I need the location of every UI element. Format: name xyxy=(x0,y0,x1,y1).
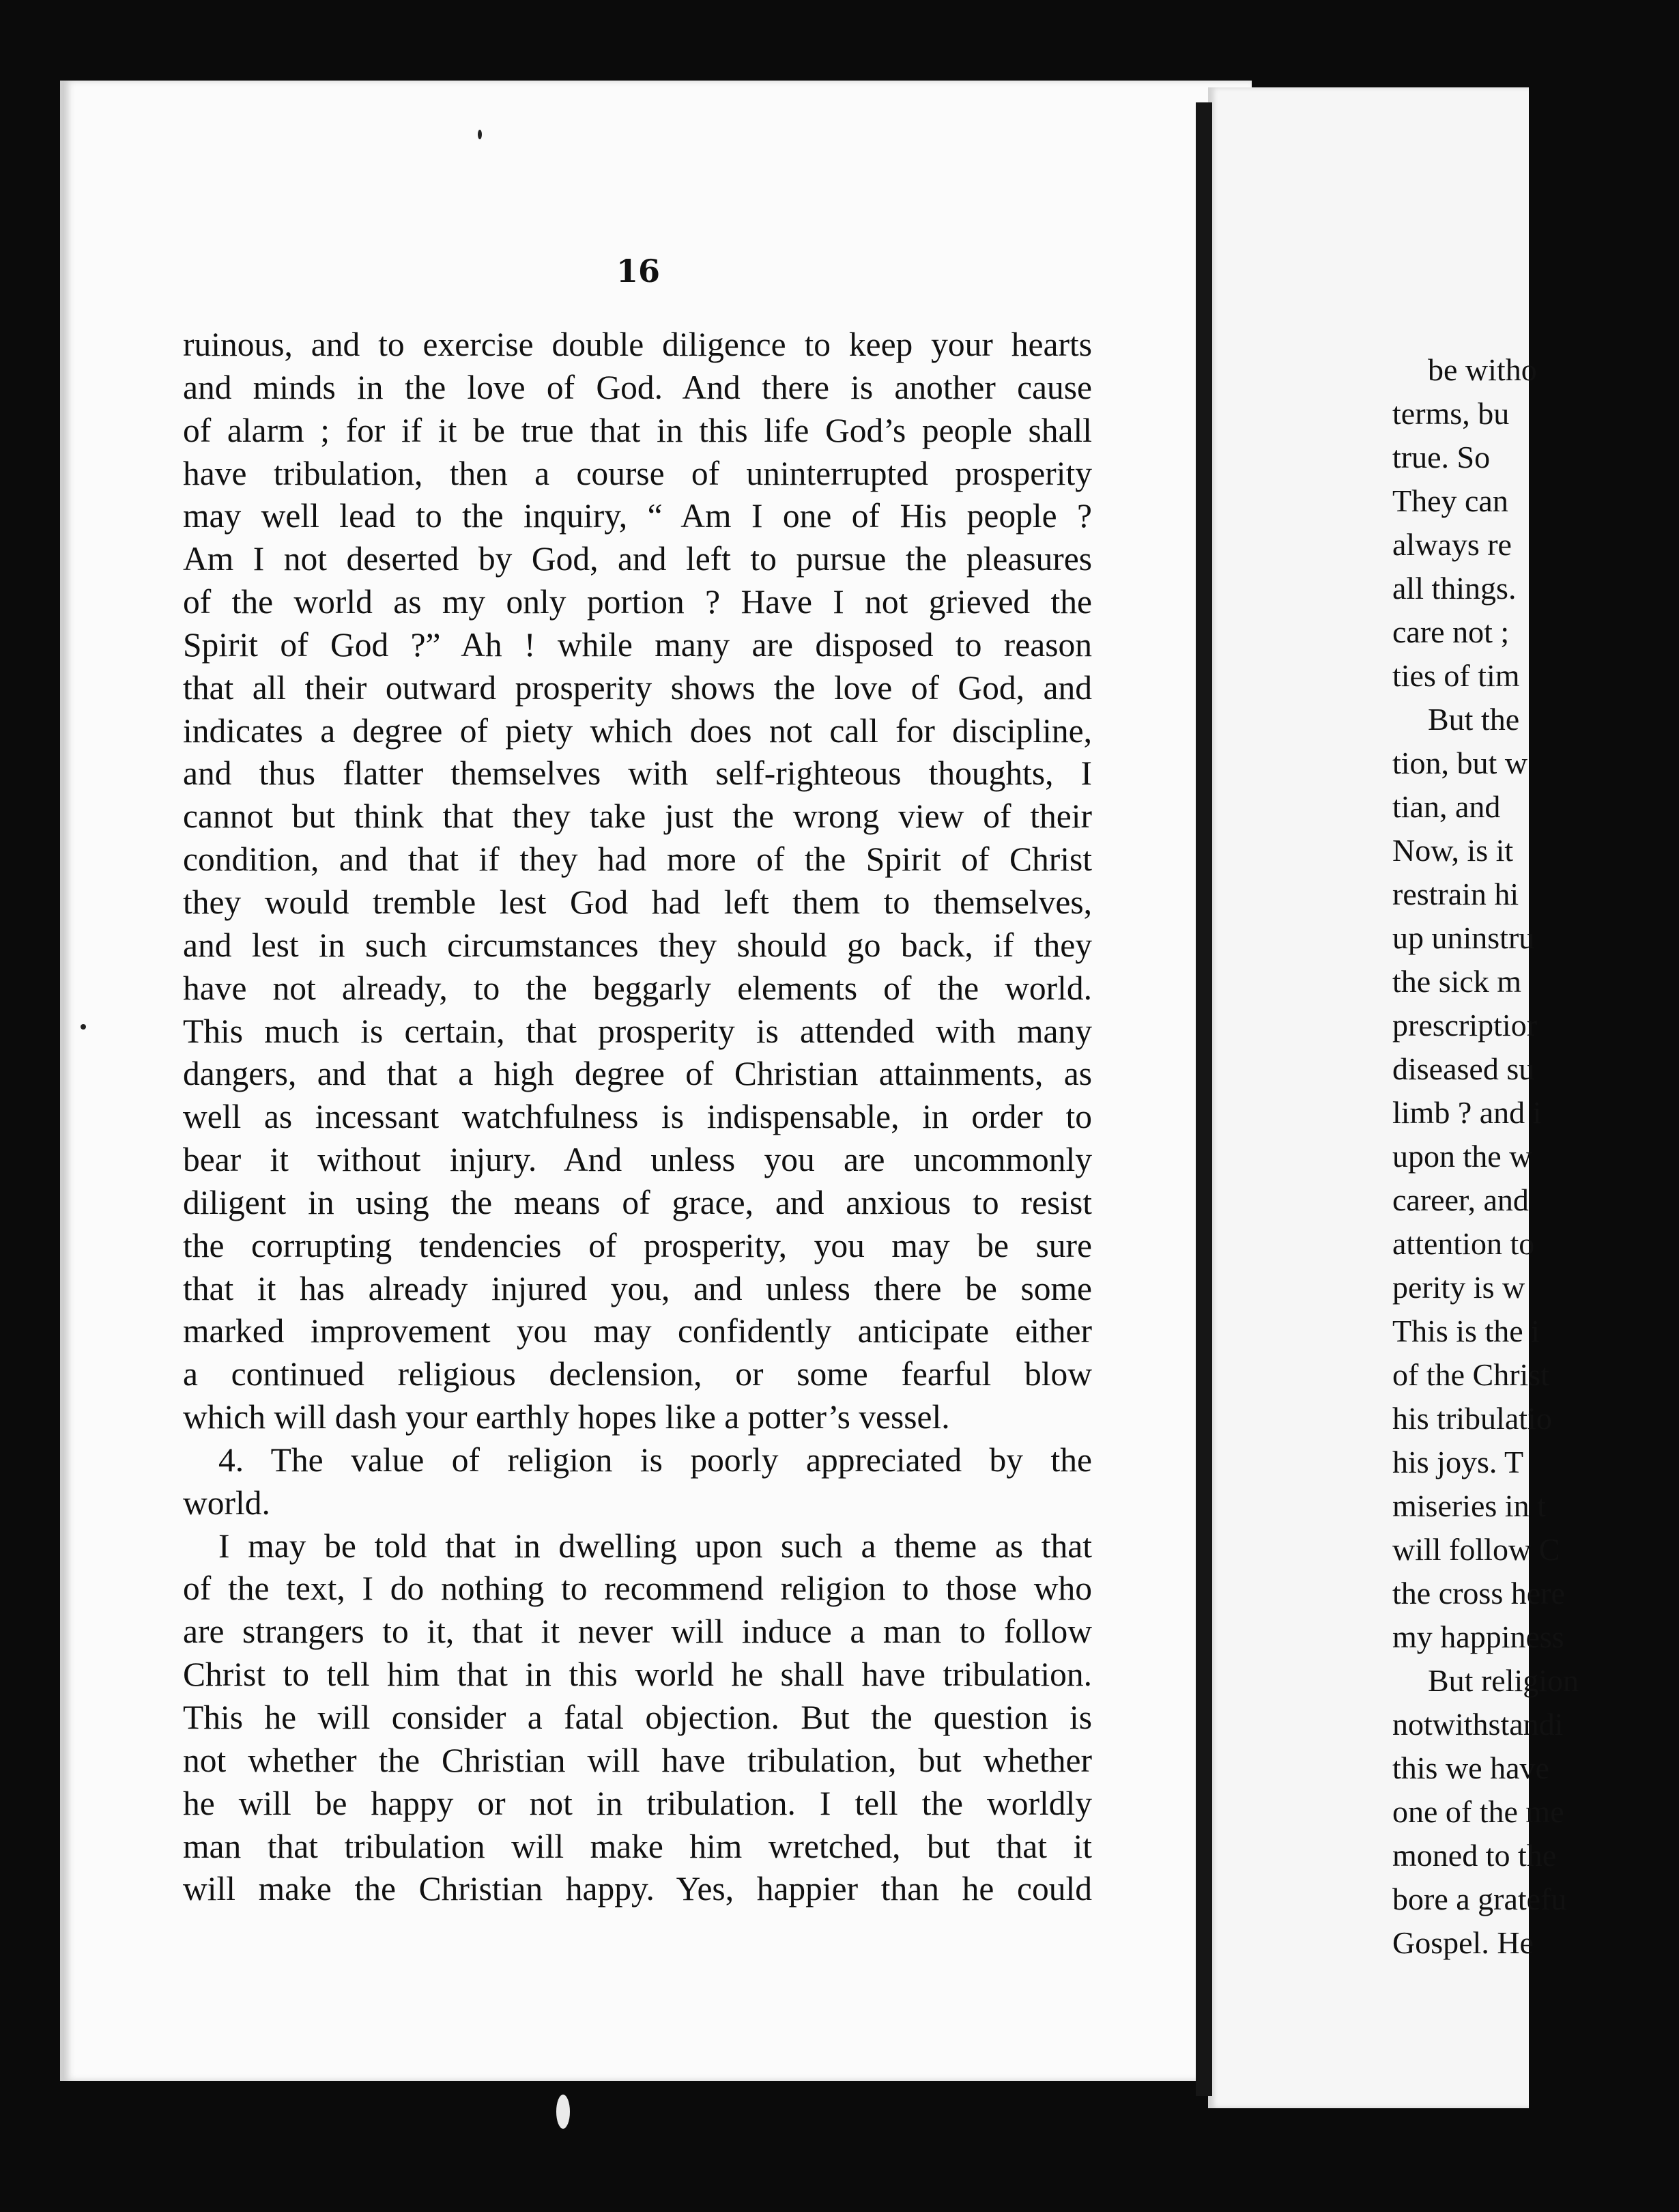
text-line: true. So xyxy=(1392,440,1491,474)
text-line: of the text, I do nothing to recommend religion to those who xyxy=(183,1570,1092,1608)
text-line: he will be happy or not in tribulation. I tell the worldly xyxy=(183,1784,1092,1822)
text-line: diseased su xyxy=(1392,1051,1535,1086)
text-line: diligent in using the means of grace, and anxious to resist xyxy=(183,1183,1092,1221)
text-line: ties of tim xyxy=(1392,658,1520,693)
text-line: restrain hi xyxy=(1392,877,1519,911)
text-line: limb ? and i xyxy=(1392,1095,1542,1130)
text-line: all things. xyxy=(1392,571,1517,606)
text-line: have tribulation, then a course of uninterrupted prosperity xyxy=(183,454,1092,492)
text-line: of alarm ; for if it be true that in this life God’s people shall xyxy=(183,411,1092,449)
text-line: well as incessant watchfulness is indispensable, in order to xyxy=(183,1098,1092,1136)
text-line: not whether the Christian will have tribulation, but whether xyxy=(183,1741,1092,1779)
text-line: they would tremble lest God had left them to themselves, xyxy=(183,883,1092,921)
text-line: his joys. T xyxy=(1392,1445,1524,1479)
text-line: of the Christ xyxy=(1392,1357,1549,1392)
text-line: and thus flatter themselves with self-righteous thoughts, I xyxy=(183,754,1092,793)
text-line: This is the i xyxy=(1392,1314,1540,1348)
text-line: But the xyxy=(1428,702,1520,737)
ink-speck xyxy=(81,1024,86,1030)
text-line: But religion xyxy=(1428,1663,1579,1698)
text-line: Christ to tell him that in this world he shall have tribulation. xyxy=(183,1656,1092,1694)
text-line: They can xyxy=(1392,483,1508,518)
text-line: one of the me xyxy=(1392,1794,1564,1829)
text-line: have not already, to the beggarly elements of the world. xyxy=(183,969,1092,1007)
text-line: marked improvement you may confidently anticipate either xyxy=(183,1312,1092,1350)
text-line: Gospel. He xyxy=(1392,1925,1534,1960)
text-line: care not ; xyxy=(1392,614,1510,649)
book-gutter xyxy=(1196,102,1212,2096)
text-line: This he will consider a fatal objection. But the question is xyxy=(183,1699,1092,1736)
ink-speck xyxy=(478,130,482,139)
text-line: are strangers to it, that it never will induce a man to follow xyxy=(183,1613,1092,1651)
text-line: bear it without injury. And unless you are uncommonly xyxy=(183,1141,1092,1179)
text-line: up uninstru xyxy=(1392,920,1535,955)
text-line: I may be told that in dwelling upon such a theme as that xyxy=(218,1527,1092,1565)
ink-speck xyxy=(556,2095,570,2129)
text-line: prescriptior xyxy=(1392,1008,1538,1043)
text-line: this we have xyxy=(1392,1750,1549,1785)
text-line: be witho xyxy=(1428,352,1537,387)
text-line: perity is w xyxy=(1392,1270,1525,1305)
text-line: and minds in the love of God. And there is another cause xyxy=(183,368,1092,406)
text-line: moned to the xyxy=(1392,1838,1557,1873)
text-line: tion, but w xyxy=(1392,746,1528,780)
text-line: ruinous, and to exercise double diligence to keep your hearts xyxy=(183,326,1092,363)
text-line: Am I not deserted by God, and left to pursue the pleasures xyxy=(183,540,1092,578)
text-line: world. xyxy=(183,1484,270,1522)
text-line: miseries in t xyxy=(1392,1488,1546,1523)
text-line: upon the w xyxy=(1392,1139,1532,1174)
text-line: his tribulatio xyxy=(1392,1401,1552,1436)
text-line: my happiness xyxy=(1392,1619,1564,1654)
text-line: that it has already injured you, and unless there be some xyxy=(183,1269,1092,1307)
left-page-body xyxy=(183,324,1092,1911)
right-page-body xyxy=(1392,348,1679,1965)
text-line: the corrupting tendencies of prosperity, you may be sure xyxy=(183,1226,1092,1264)
text-line: 4. The value of religion is poorly appreciated by the xyxy=(218,1441,1092,1479)
text-line: the cross here xyxy=(1392,1576,1565,1611)
text-line: dangers, and that a high degree of Christian attainments, as xyxy=(183,1055,1092,1093)
text-line: will make the Christian happy. Yes, happier than he could xyxy=(183,1870,1092,1908)
text-line: man that tribulation will make him wretched, but that it xyxy=(183,1827,1092,1865)
text-line: condition, and that if they had more of the Spirit of Christ xyxy=(183,840,1092,879)
text-line: of the world as my only portion ? Have I not grieved the xyxy=(183,583,1092,621)
text-line: the sick m xyxy=(1392,964,1522,999)
text-line: always re xyxy=(1392,527,1512,562)
text-line: notwithstandi xyxy=(1392,1707,1564,1742)
text-line: indicates a degree of piety which does not call for discipline, xyxy=(183,711,1092,750)
text-line: attention to xyxy=(1392,1226,1535,1261)
text-line: that all their outward prosperity shows the love of God, and xyxy=(183,668,1092,707)
text-line: cannot but think that they take just the wrong view of their xyxy=(183,797,1092,836)
text-line: may well lead to the inquiry, “ Am I one of His people ? xyxy=(183,497,1092,535)
text-line: terms, bu xyxy=(1392,396,1510,431)
text-line: which will dash your earthly hopes like a potter’s vessel. xyxy=(183,1398,950,1436)
text-line: bore a gratefu xyxy=(1392,1882,1567,1916)
text-line: career, and xyxy=(1392,1182,1529,1217)
text-line: This much is certain, that prosperity is attended with many xyxy=(183,1012,1092,1050)
page-number: 16 xyxy=(616,253,660,289)
text-line: Spirit of God ?” Ah ! while many are disposed to reason xyxy=(183,625,1092,664)
text-line: will follow C xyxy=(1392,1532,1560,1567)
text-line: Now, is it xyxy=(1392,833,1514,868)
text-line: a continued religious declension, or some fearful blow xyxy=(183,1355,1092,1393)
text-line: tian, and xyxy=(1392,789,1501,824)
text-line: and lest in such circumstances they should go back, if they xyxy=(183,926,1092,964)
